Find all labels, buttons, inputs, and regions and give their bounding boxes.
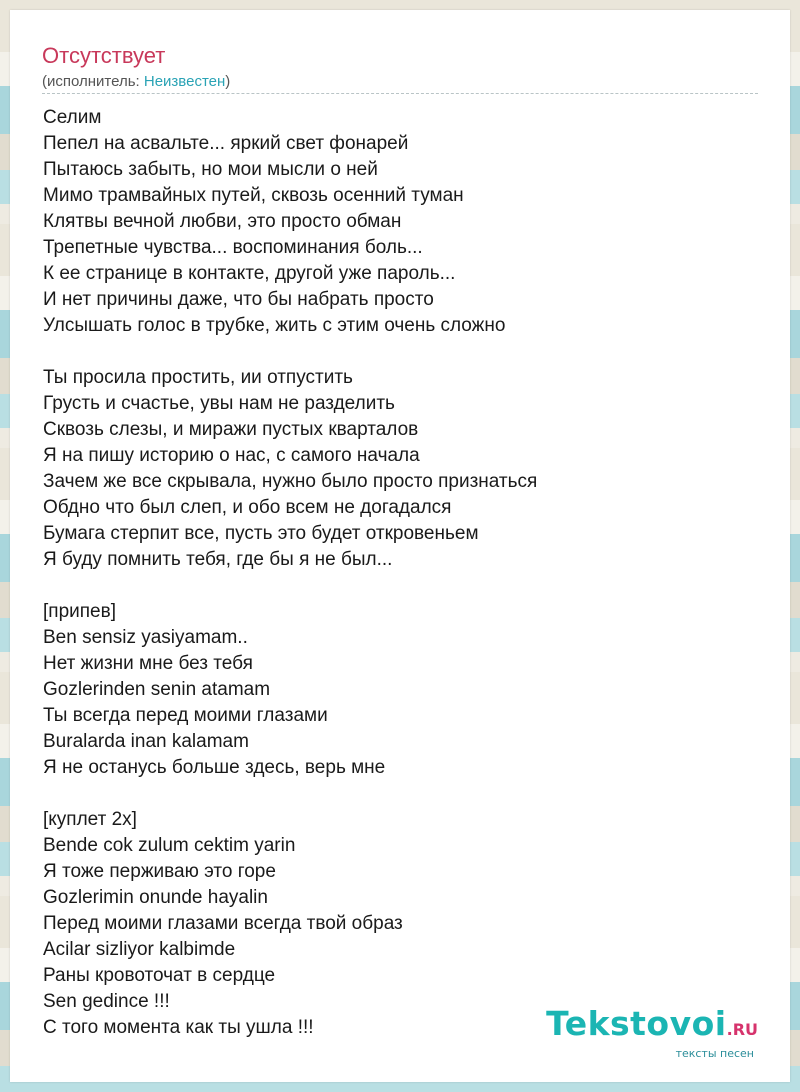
lyric-line: Buralarda inan kalamam <box>43 731 249 752</box>
artist-suffix: ) <box>225 73 231 90</box>
lyric-line: Раны кровоточат в сердце <box>43 965 276 986</box>
logo-suffix: .RU <box>726 1020 758 1039</box>
lyric-line: Грусть и счастье, увы нам не разделить <box>43 393 395 414</box>
artist-line <box>42 73 230 91</box>
lyric-line: Клятвы вечной любви, это просто обман <box>43 211 402 232</box>
logo-wordmark <box>546 1006 758 1048</box>
lyric-line: Ты просила простить, ии отпустить <box>43 367 353 388</box>
lyric-line: Acilar sizliyor kalbimde <box>43 939 236 960</box>
lyric-line: И нет причины даже, что бы набрать просто <box>43 289 434 310</box>
lyric-line: Трепетные чувства... воспоминания боль... <box>43 237 423 258</box>
lyric-line: Пепел на асвальте... яркий свет фонарей <box>43 133 409 154</box>
artist-prefix: (исполнитель: <box>42 73 144 90</box>
logo-main-text: Tekstovoi <box>546 1004 727 1043</box>
lyric-blank-line <box>43 573 763 599</box>
lyric-line: Gozlerinden senin atamam <box>43 679 271 700</box>
lyric-blank-line <box>43 781 763 807</box>
lyric-line: Селим <box>43 107 102 128</box>
lyric-line: Я не останусь больше здесь, верь мне <box>43 757 386 778</box>
lyric-line: Обдно что был слеп, и обо всем не догадался <box>43 497 452 518</box>
lyric-line: Ben sensiz yasiyamam.. <box>43 627 248 648</box>
lyric-line: Я буду помнить тебя, где бы я не был... <box>43 549 393 570</box>
song-title: Отсутствует <box>42 43 166 68</box>
lyric-line: Бумага стерпит все, пусть это будет откровеньем <box>43 523 479 544</box>
lyric-line: Gozlerimin onunde hayalin <box>43 887 268 908</box>
lyric-line: Ты всегда перед моими глазами <box>43 705 328 726</box>
site-logo[interactable] <box>546 1006 758 1060</box>
lyric-line: Перед моими глазами всегда твой образ <box>43 913 403 934</box>
lyric-line: К ее странице в контакте, другой уже пароль... <box>43 263 456 284</box>
lyric-line: Sen gedince !!! <box>43 991 170 1012</box>
artist-link[interactable]: Неизвестен <box>143 73 226 90</box>
lyric-line: Я тоже перживаю это горе <box>43 861 276 882</box>
lyric-line: [куплет 2x] <box>43 809 137 830</box>
lyrics-text <box>43 105 763 1041</box>
lyric-line: Зачем же все скрывала, нужно было просто признаться <box>43 471 538 492</box>
logo-subtitle: тексты песен <box>675 1047 754 1060</box>
lyric-line: Улсышать голос в трубке, жить с этим очень сложно <box>43 315 506 336</box>
lyric-line: Нет жизни мне без тебя <box>43 653 253 674</box>
lyric-line: Bende cok zulum cektim yarin <box>43 835 296 856</box>
lyric-line: Я на пишу историю о нас, с самого начала <box>43 445 420 466</box>
lyric-line: Сквозь слезы, и миражи пустых кварталов <box>43 419 419 440</box>
lyric-blank-line <box>43 339 763 365</box>
lyric-line: Пытаюсь забыть, но мои мысли о ней <box>43 159 378 180</box>
lyric-line: [припев] <box>43 601 116 622</box>
lyric-line: Мимо трамвайных путей, сквозь осенний туман <box>43 185 464 206</box>
lyric-line: С того момента как ты ушла !!! <box>43 1017 314 1038</box>
lyrics-card <box>10 10 790 1082</box>
title-divider <box>42 93 758 94</box>
